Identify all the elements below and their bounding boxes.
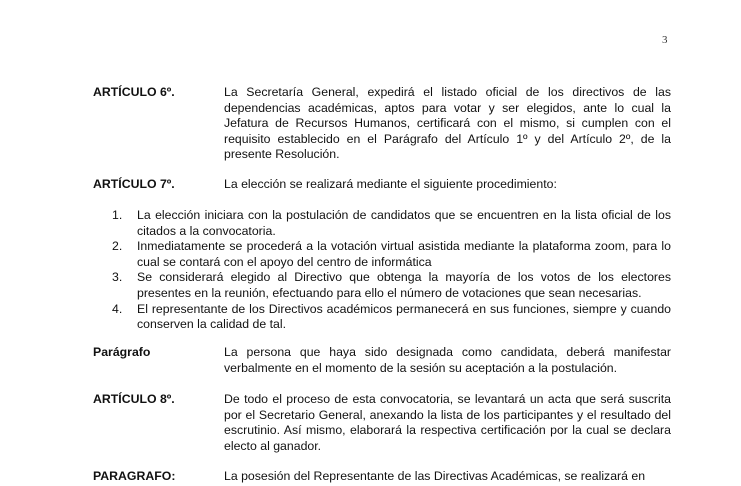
articulo-6	[93, 85, 671, 165]
list-item-text: El representante de los Directivos académicos permanecerá en sus funciones, siempre y cuando conserven la calidad de tal.	[137, 301, 671, 332]
articulo-7	[93, 177, 671, 195]
page-number: 3	[662, 34, 668, 46]
articulo-8-label: ARTÍCULO 8º.	[93, 392, 175, 406]
list-item-number: 3.	[112, 270, 123, 285]
articulo-7-label: ARTÍCULO 7º.	[93, 177, 175, 191]
paragrafo-1-label: Parágrafo	[93, 345, 151, 359]
paragrafo-1	[93, 345, 671, 379]
procedure-list	[112, 208, 671, 333]
articulo-8	[93, 392, 671, 458]
paragrafo-2-text: La posesión del Representante de las Directivas Académicas, se realizará en	[224, 469, 646, 483]
list-item	[112, 239, 671, 270]
articulo-6-text: La Secretaría General, expedirá el listado oficial de los directivos de las dependencias académicas, aptos para votar y ser elegidos, ante lo cual la Jefatura de Recursos Humanos, certificará con el mismo, si cumplen con el requisito establecido en el Parágrafo del Artículo 1º y del Artículo 2º, de la presente Resolución.	[224, 85, 671, 162]
paragrafo-2-label: PARAGRAFO:	[93, 469, 176, 483]
list-item	[112, 270, 671, 301]
list-item-number: 1.	[112, 208, 123, 222]
list-item-number: 2.	[112, 239, 123, 254]
paragrafo-1-text: La persona que haya sido designada como candidata, deberá manifestar verbalmente en el momento de la sesión su aceptación a la postulación.	[224, 345, 671, 375]
paragrafo-2	[93, 469, 671, 486]
list-item	[112, 302, 671, 333]
articulo-7-text: La elección se realizará mediante el siguiente procedimiento:	[224, 177, 557, 191]
list-item-text: La elección iniciara con la postulación de candidatos que se encuentren en la lista oficial de los citados a la convocatoria.	[137, 208, 671, 238]
articulo-6-label: ARTÍCULO 6º.	[93, 85, 175, 99]
articulo-8-text: De todo el proceso de esta convocatoria, se levantará un acta que será suscrita por el Secretario General, anexando la lista de los participantes y el resultado del escrutinio. Así mismo, elaborará la respectiva certificación por la cual se declara electo al ganador.	[224, 392, 671, 453]
list-item	[112, 208, 671, 239]
list-item-text: Inmediatamente se procederá a la votación virtual asistida mediante la plataforma zoom, para lo cual se contará con el apoyo del centro de informática	[137, 239, 671, 269]
list-item-number: 4.	[112, 301, 123, 316]
list-item-text: Se considerará elegido al Directivo que obtenga la mayoría de los votos de los electores presentes en la reunión, efectuando para ello el número de votaciones que sean necesarias.	[137, 270, 671, 300]
